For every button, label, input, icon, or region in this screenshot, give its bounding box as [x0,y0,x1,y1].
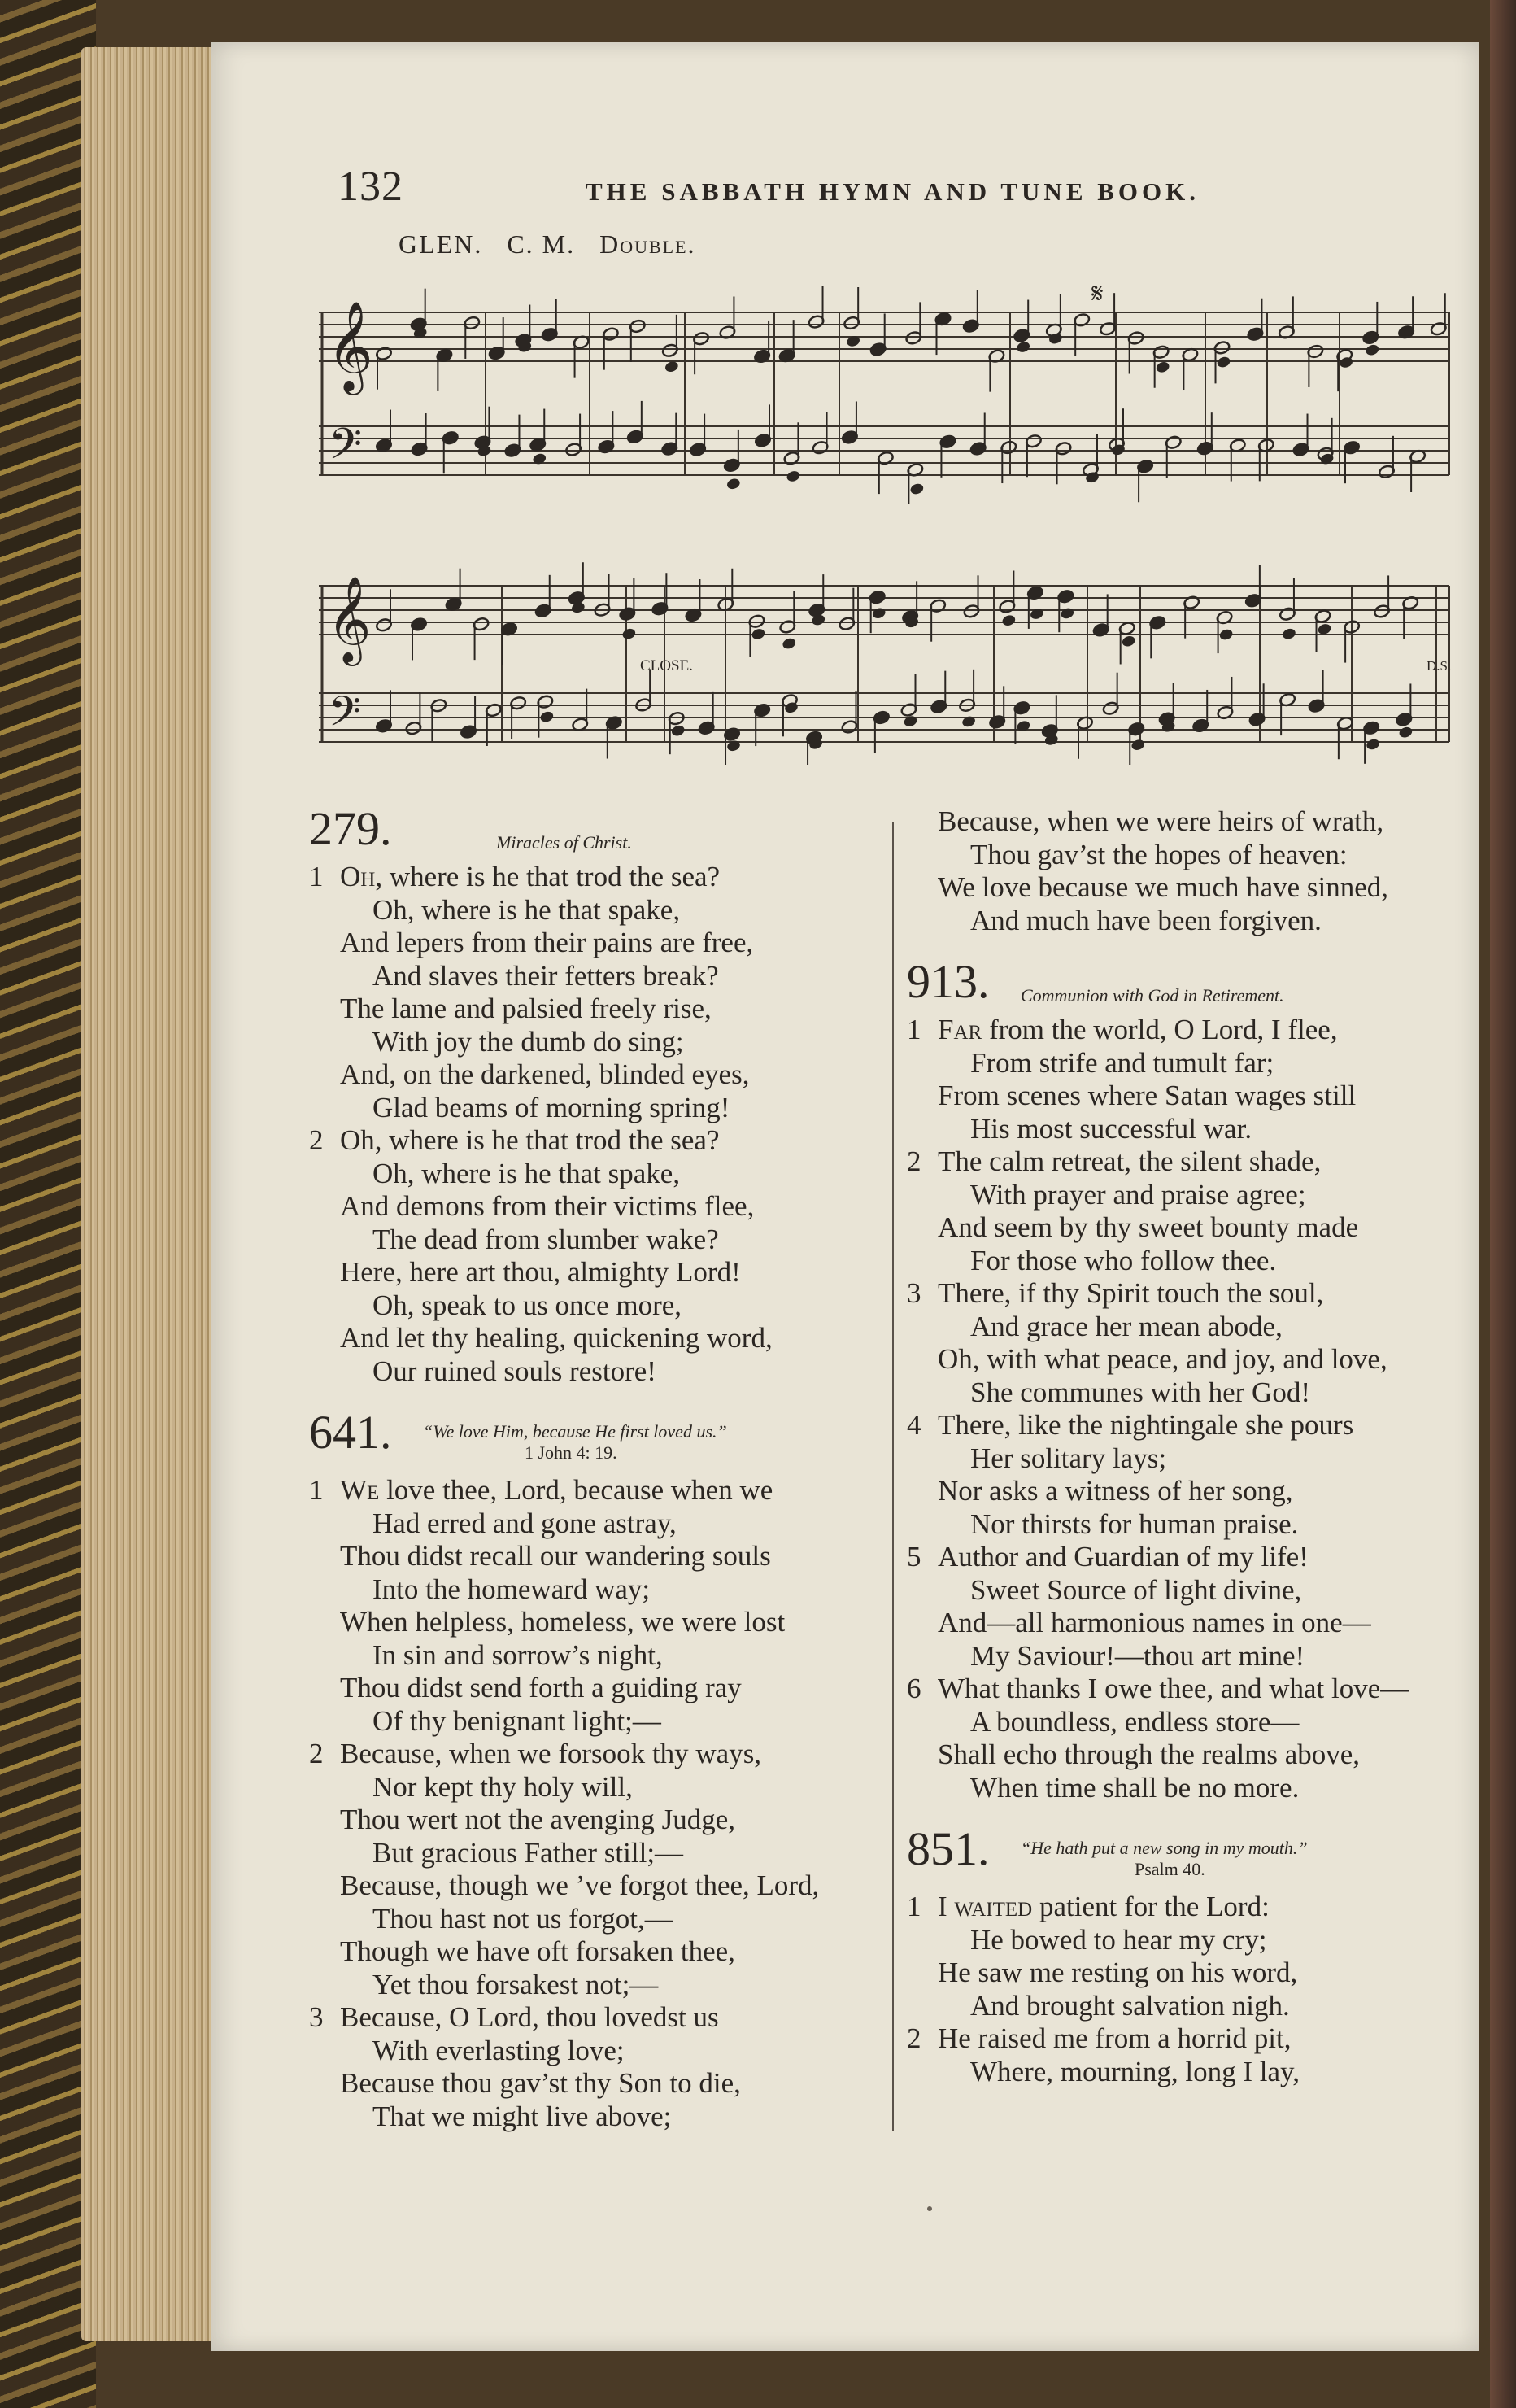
hymn-line [907,1179,1468,1212]
hymn-line [907,1607,1468,1640]
line-text: Thou didst send forth a guiding ray [340,1672,742,1703]
line-text: Thou didst recall our wandering souls [340,1540,771,1572]
hymn-line [907,1990,1468,2023]
hymn-line [907,1541,1468,1574]
line-text: There, if thy Spirit touch the soul, [938,1277,1324,1309]
line-text: His most successful war. [970,1112,1252,1145]
note-head [621,627,637,641]
hymn-line [309,1705,878,1738]
hymn-line [907,839,1468,872]
hymn-number: 913. [907,955,990,1008]
hymn-line [907,1343,1468,1376]
hymn-title: “He hath put a new song in my mouth.” [1021,1838,1308,1858]
verse-number: 1 [309,1474,324,1506]
line-text: Oh, where is he that spake, [372,1157,681,1189]
hymn-line [309,1190,878,1224]
page-edges [81,47,211,2341]
hymn-279-heading [309,802,878,861]
hymn-line [309,1935,878,1969]
hymn-line [907,1014,1468,1047]
line-text: Oh, with what peace, and joy, and love, [938,1343,1387,1375]
hymn-title: Miracles of Christ. [496,832,632,853]
verse-number: 3 [907,1277,921,1309]
line-text: From scenes where Satan wages still [938,1080,1357,1111]
tune-meter: C. M. [507,229,576,259]
hymn-line [309,1507,878,1541]
hymn-line [907,1924,1468,1957]
running-head: THE SABBATH HYMN AND TUNE BOOK. [586,177,1200,206]
note-head [725,477,741,491]
line-text: Sweet Source of light divine, [970,1573,1302,1606]
note-head [1029,607,1044,621]
hymn-number: 279. [309,802,392,855]
hymn-641-heading [309,1406,878,1474]
hymn-number: 641. [309,1406,392,1459]
note-head [1048,332,1063,346]
line-text: Yet thou forsakest not;— [372,1968,659,2000]
hymn-line [309,960,878,993]
hymn-line [309,861,878,894]
hymn-line [907,1080,1468,1113]
close-label: CLOSE. [640,657,693,674]
hymn-line [907,2022,1468,2056]
note-head [725,739,741,752]
note-head [1281,627,1296,641]
hymn-line [309,1058,878,1092]
column-divider [892,822,894,2131]
line-text: What thanks I owe thee, and what love— [938,1673,1409,1704]
hymn-line [907,1738,1468,1772]
line-text: Where, mourning, long I lay, [970,2055,1300,2087]
line-text: Thou hast not us forgot,— [372,1902,673,1935]
hymn-line [309,2067,878,2100]
note-head [539,710,555,724]
hymn-title: “We love Him, because He first loved us.” [423,1421,727,1442]
hymn-line [907,1956,1468,1990]
line-text: Author and Guardian of my life! [938,1541,1309,1573]
line-text: From strife and tumult far; [970,1046,1274,1079]
hymn-line [309,927,878,960]
line-text: Her solitary lays; [970,1442,1167,1474]
hymn-line [907,1442,1468,1476]
line-text: My Saviour!—thou art mine! [970,1639,1305,1672]
line-text: patient for the Lord: [1032,1891,1270,1922]
hymn-line [309,894,878,927]
note-head [1398,726,1414,739]
hymn-line [907,1211,1468,1245]
hymn-851-text [907,1891,1468,2088]
line-text: That we might live above; [372,2100,672,2132]
line-text: Because, when we were heirs of wrath, [938,805,1384,837]
line-text: love thee, Lord, because when we [379,1474,773,1506]
music-staff-svg-1 [319,283,1454,504]
line-text: There, like the nightingale she pours [938,1409,1354,1441]
verse-number: 2 [309,1738,324,1769]
line-text: Glad beams of morning spring! [372,1091,730,1123]
music-system-2 [319,561,1454,765]
first-word: Far [938,1014,982,1045]
hymn-line [907,871,1468,905]
hymn-line [907,1508,1468,1542]
hymn-line [907,1640,1468,1673]
line-text: Nor asks a witness of her song, [938,1475,1293,1507]
line-text: But gracious Father still;— [372,1836,684,1869]
line-text: Though we have oft forsaken thee, [340,1935,735,1967]
line-text: Of thy benignant light;— [372,1704,661,1737]
tune-heading [399,229,696,260]
note-head [786,469,801,483]
note-head [1216,356,1231,369]
hymn-line [309,1639,878,1673]
line-text: With joy the dumb do sing; [372,1025,684,1058]
verse-number: 2 [907,1145,921,1177]
hymn-line [907,1277,1468,1311]
hymn-line [309,1606,878,1639]
line-text: from the world, O Lord, I flee, [982,1014,1338,1045]
hymn-line [907,1245,1468,1278]
line-text: He bowed to hear my cry; [970,1923,1267,1956]
hymn-line [309,1355,878,1389]
hymn-line [309,2100,878,2134]
hymn-851-heading [907,1822,1468,1891]
hymn-title: Communion with God in Retirement. [1021,985,1284,1006]
tune-name: GLEN. [399,229,483,259]
verse-number: 1 [907,1891,921,1922]
hymn-line [907,1311,1468,1344]
hymn-641-text [309,1474,878,2133]
line-text: The calm retreat, the silent shade, [938,1145,1322,1177]
line-text: Had erred and gone astray, [372,1507,677,1539]
line-text: When helpless, homeless, we were lost [340,1606,786,1638]
line-text: And much have been forgiven. [970,904,1322,936]
note-head [1121,635,1136,648]
hymn-line [309,1869,878,1903]
hymn-line [309,1672,878,1705]
verse-number: 4 [907,1409,921,1441]
hymn-line [907,905,1468,938]
line-text: And let thy healing, quickening word, [340,1322,773,1354]
hymn-line [309,1224,878,1257]
treble-clef: 𝄞 [327,578,372,661]
note-head [1130,738,1146,752]
bass-clef: 𝄢 [329,690,361,745]
treble-clef: 𝄞 [327,303,373,390]
note-head [782,637,797,651]
line-text: Because, O Lord, thou lovedst us [340,2001,719,2033]
line-text: When time shall be no more. [970,1771,1300,1804]
hymn-line [309,1573,878,1607]
line-text: Oh, where is he that spake, [372,893,681,926]
page-header [338,163,1265,220]
verse-number: 6 [907,1673,921,1704]
hymn-line [907,1772,1468,1805]
hymn-line [309,1289,878,1323]
hymn-line [309,1474,878,1507]
hymn-line [907,1113,1468,1146]
line-text: And lepers from their pains are free, [340,927,754,958]
verse-number: 1 [309,861,324,892]
hymn-line [309,1158,878,1191]
hymn-line [907,1706,1468,1739]
line-text: For those who follow thee. [970,1244,1277,1276]
music-staff-svg-2 [319,561,1454,765]
hymn-line [907,1047,1468,1080]
verse-number: 5 [907,1541,921,1573]
hymn-line [309,1804,878,1837]
line-text: Nor kept thy holy will, [372,1770,633,1803]
note-head [1016,340,1031,354]
line-text: The lame and palsied freely rise, [340,992,712,1024]
line-text: A boundless, endless store— [970,1705,1300,1738]
note-head [1001,613,1017,627]
book-cover-right [1490,0,1516,2408]
hymn-line [309,1124,878,1158]
line-text: We love because we much have sinned, [938,871,1389,903]
line-text: With everlasting love; [372,2034,625,2066]
line-text: Because, though we ’ve forgot thee, Lord, [340,1869,820,1901]
ds-label: D.S. [1427,658,1452,674]
line-text: And, on the darkened, blinded eyes, [340,1058,750,1090]
line-text: And—all harmonious names in one— [938,1607,1371,1638]
segno-sign: 𝄋 [1091,283,1104,309]
hymn-line [309,1256,878,1289]
line-text: Oh, speak to us once more, [372,1289,682,1321]
hymn-line [907,1673,1468,1706]
line-text: And grace her mean abode, [970,1310,1283,1342]
hymn-scripture-ref: Psalm 40. [1135,1859,1205,1879]
hymn-279-text [309,861,878,1388]
line-text: Because thou gav’st thy Son to die, [340,2067,741,2099]
line-text: And demons from their victims flee, [340,1190,755,1222]
line-text: And slaves their fetters break? [372,959,719,992]
hymn-line [309,1738,878,1771]
note-head [670,724,686,738]
tune-variant: Double. [599,229,696,259]
line-text: Thou wert not the avenging Judge, [340,1804,736,1835]
right-column [907,805,1468,2088]
line-text: Because, when we forsook thy ways, [340,1738,762,1769]
hymn-641-continued [907,805,1468,937]
hymn-line [907,805,1468,839]
line-text: Into the homeward way; [372,1573,651,1605]
line-text: Our ruined souls restore! [372,1354,656,1387]
hymn-line [907,1891,1468,1924]
left-column [309,802,878,2133]
line-text: In sin and sorrow’s night, [372,1638,663,1671]
page-speck [927,2206,932,2211]
line-text: Thou gav’st the hopes of heaven: [970,838,1348,870]
note-head [1084,470,1100,484]
note-head [1218,628,1234,642]
hymn-913-text [907,1014,1468,1804]
line-text: Oh, where is he that trod the sea? [340,1124,720,1156]
line-text: And brought salvation nigh. [970,1989,1290,2022]
page-number: 132 [338,164,403,210]
bass-clef: 𝄢 [329,421,363,478]
note-head [909,482,925,496]
hymn-913-heading [907,955,1468,1014]
line-text: Nor thirsts for human praise. [970,1507,1299,1540]
hymn-line [907,1574,1468,1608]
line-text: Here, here art thou, almighty Lord! [340,1256,741,1288]
note-head [1155,360,1170,374]
line-text: And seem by thy sweet bounty made [938,1211,1359,1243]
note-head [871,606,887,620]
hymn-line [907,1145,1468,1179]
first-word: Oh [340,861,376,892]
note-head [1365,343,1380,357]
line-text: He raised me from a horrid pit, [938,2022,1292,2054]
note-head [751,627,766,641]
line-text: She communes with her God! [970,1376,1310,1408]
hymn-number: 851. [907,1822,990,1875]
hymn-line [309,1322,878,1355]
note-head [1016,719,1031,733]
line-text: With prayer and praise agree; [970,1178,1306,1211]
verse-number: 2 [309,1124,324,1156]
hymn-scripture-ref: 1 John 4: 19. [525,1442,617,1463]
first-word: I waited [938,1891,1033,1922]
hymn-line [309,1903,878,1936]
note-head [1366,738,1381,752]
hymn-line [907,2056,1468,2089]
verse-number: 2 [907,2022,921,2054]
hymn-line [907,1475,1468,1508]
line-text: , where is he that trod the sea? [375,861,721,892]
hymn-line [309,1026,878,1059]
hymn-line [309,992,878,1026]
first-word: We [340,1474,380,1506]
line-text: The dead from slumber wake? [372,1223,719,1255]
hymn-line [907,1409,1468,1442]
hymn-line [309,2001,878,2035]
hymn-line [309,1837,878,1870]
line-text: He saw me resting on his word, [938,1956,1298,1988]
hymn-line [309,2035,878,2068]
line-text: Shall echo through the realms above, [938,1738,1361,1770]
hymn-line [309,1771,878,1804]
note-head [1060,607,1075,621]
verse-number: 3 [309,2001,324,2033]
hymn-line [907,1376,1468,1410]
hymn-line [309,1092,878,1125]
hymn-line [309,1540,878,1573]
music-system-1 [319,283,1454,504]
verse-number: 1 [907,1014,921,1045]
note-head [903,714,918,728]
hymn-line [309,1969,878,2002]
